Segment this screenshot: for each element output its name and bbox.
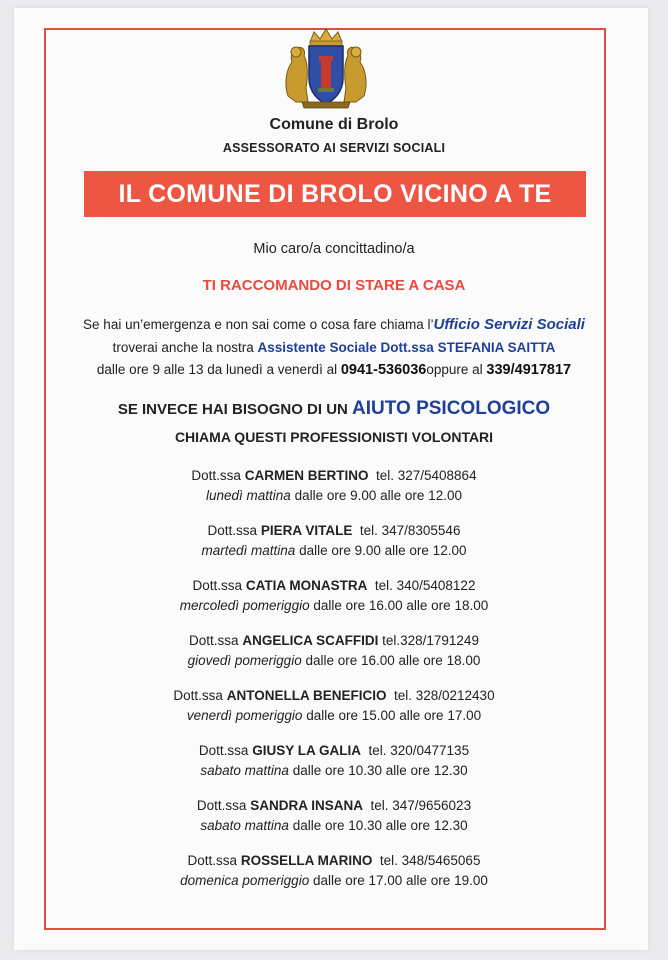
professional-name-line (0, 576, 668, 596)
professional-name-line (0, 851, 668, 871)
professional-day: sabato mattina (200, 763, 289, 778)
professional-hours: dalle ore 9.00 alle ore 12.00 (299, 543, 467, 558)
help-heading-text: SE INVECE HAI BISOGNO DI UN (117, 401, 348, 418)
professional-title: Dott.ssa (196, 798, 247, 813)
professional-hours: dalle ore 16.00 alle ore 18.00 (305, 653, 481, 668)
professional-day: martedì mattina (201, 543, 296, 558)
professional-hours: dalle ore 10.30 alle ore 12.30 (292, 818, 468, 833)
professional-day: sabato mattina (200, 818, 289, 833)
hours-text: dalle ore 9 alle 13 da lunedì a venerdì al (96, 362, 338, 377)
professional-hours: dalle ore 16.00 alle ore 18.00 (313, 598, 489, 613)
professional-phone: tel. 348/5465065 (379, 853, 481, 868)
professional-name: SANDRA INSANA (250, 798, 363, 813)
professional-title: Dott.ssa (192, 578, 243, 593)
phone-secondary: 339/4917817 (486, 362, 572, 378)
professional-name: CARMEN BERTINO (244, 468, 369, 483)
professional-schedule (0, 816, 668, 836)
professional-day: lunedì mattina (206, 488, 291, 503)
greeting: Mio caro/a concittadino/a (253, 241, 415, 257)
professional-phone: tel. 320/0477135 (368, 743, 470, 758)
professional-title: Dott.ssa (207, 523, 258, 538)
professional-name-line (0, 466, 668, 486)
professional-title: Dott.ssa (189, 633, 239, 648)
hours-or-text: oppure al (426, 362, 483, 377)
professional-name: GIUSY LA GALIA (252, 743, 361, 758)
professional-day: mercoledì pomeriggio (179, 598, 310, 613)
professional-hours: dalle ore 17.00 alle ore 19.00 (312, 873, 488, 888)
professional-schedule (0, 486, 668, 506)
department-name: ASSESSORATO AI SERVIZI SOCIALI (222, 141, 446, 155)
professional-name-line (0, 796, 668, 816)
professional-name: ANTONELLA BENEFICIO (226, 688, 387, 703)
emergency-line (0, 316, 668, 333)
social-worker-line (0, 340, 668, 355)
professional-entry (0, 851, 668, 906)
professional-schedule (0, 651, 668, 671)
professional-name-line (0, 741, 668, 761)
social-worker-name: Assistente Sociale Dott.ssa STEFANIA SAITTA (257, 340, 556, 355)
professional-day: venerdì pomeriggio (186, 708, 303, 723)
professional-phone: tel. 328/0212430 (393, 688, 495, 703)
professional-entry (0, 576, 668, 631)
professional-entry (0, 741, 668, 796)
emergency-line-text: Se hai un’emergenza e non sai come o cosa fare chiama l’ (83, 317, 434, 332)
professional-title: Dott.ssa (173, 688, 223, 703)
professional-name: PIERA VITALE (260, 523, 353, 538)
professional-schedule (0, 761, 668, 781)
professional-name-line (0, 521, 668, 541)
professional-name: CATIA MONASTRA (245, 578, 368, 593)
help-heading (0, 398, 668, 420)
professional-day: domenica pomeriggio (180, 873, 310, 888)
org-name: Comune di Brolo (269, 116, 399, 133)
professional-phone: tel. 347/9656023 (370, 798, 472, 813)
social-worker-text: troverai anche la nostra (112, 340, 254, 355)
professional-title: Dott.ssa (198, 743, 249, 758)
professional-name: ROSSELLA MARINO (240, 853, 373, 868)
professional-name-line (0, 686, 668, 706)
professional-phone: tel. 327/5408864 (375, 468, 477, 483)
professional-phone: tel. 347/8305546 (359, 523, 461, 538)
professional-title: Dott.ssa (187, 853, 238, 868)
help-subheading: CHIAMA QUESTI PROFESSIONISTI VOLONTARI (174, 429, 494, 445)
professional-hours: dalle ore 15.00 alle ore 17.00 (306, 708, 482, 723)
professional-schedule (0, 871, 668, 891)
professional-schedule (0, 541, 668, 561)
professional-entry (0, 466, 668, 521)
professional-day: giovedì pomeriggio (187, 653, 302, 668)
professional-phone: tel.328/1791249 (382, 633, 479, 648)
hours-line (0, 362, 668, 378)
help-highlight: AIUTO PSICOLOGICO (352, 398, 551, 419)
professionals-list (0, 466, 668, 906)
social-services-office: Ufficio Servizi Sociali (433, 316, 585, 333)
headline-banner: IL COMUNE DI BROLO VICINO A TE (84, 171, 586, 217)
professional-hours: dalle ore 10.30 alle ore 12.30 (292, 763, 468, 778)
professional-phone: tel. 340/5408122 (374, 578, 476, 593)
professional-entry (0, 521, 668, 576)
stay-home-message: TI RACCOMANDO DI STARE A CASA (202, 277, 466, 294)
phone-primary: 0941-536036 (340, 362, 427, 378)
professional-hours: dalle ore 9.00 alle ore 12.00 (294, 488, 462, 503)
professional-schedule (0, 596, 668, 616)
professional-name-line (0, 631, 668, 651)
professional-schedule (0, 706, 668, 726)
professional-entry (0, 796, 668, 851)
professional-entry (0, 686, 668, 741)
professional-title: Dott.ssa (191, 468, 241, 483)
coat-of-arms-icon (282, 26, 370, 110)
professional-name: ANGELICA SCAFFIDI (242, 633, 379, 648)
professional-entry (0, 631, 668, 686)
